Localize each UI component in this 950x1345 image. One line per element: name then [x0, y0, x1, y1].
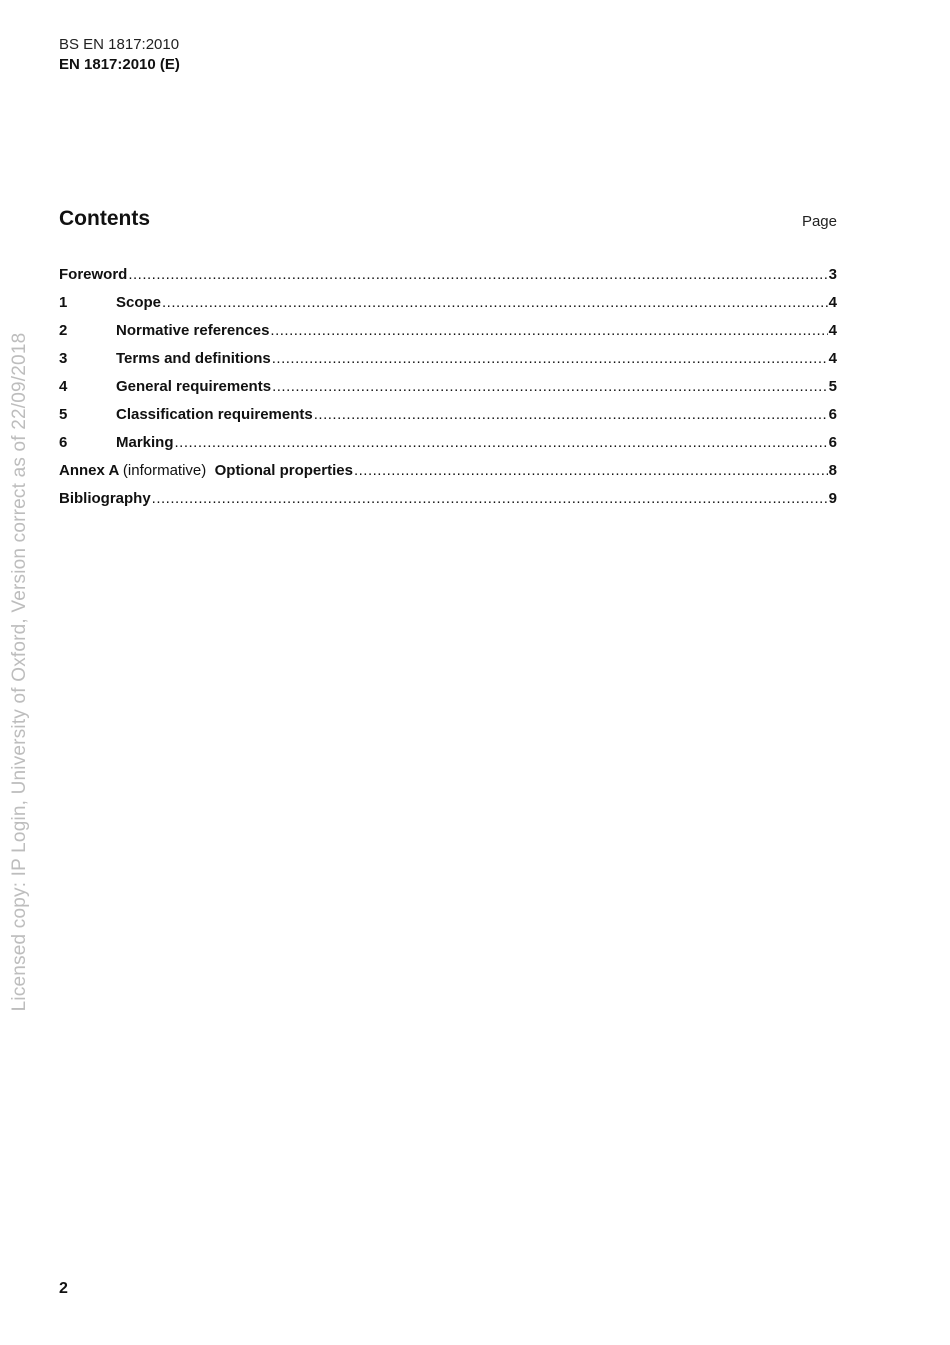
toc-entry-normative-references[interactable] — [59, 322, 837, 350]
toc-entry-title: Bibliography — [59, 490, 151, 507]
toc-entry-page: 6 — [828, 406, 837, 423]
toc-entry-number: 1 — [59, 294, 68, 311]
leader-dots — [272, 350, 828, 367]
annex-prefix: Annex A — [59, 462, 119, 479]
toc-entry-title: Marking — [116, 434, 174, 451]
contents-heading: Contents — [59, 207, 150, 230]
leader-dots — [152, 490, 828, 507]
toc-entry-page: 4 — [828, 322, 837, 339]
toc-entry-bibliography[interactable] — [59, 490, 837, 518]
toc-entry-general-requirements[interactable] — [59, 378, 837, 406]
toc-entry-title — [59, 462, 353, 479]
toc-entry-page: 8 — [828, 462, 837, 479]
toc-entry-page: 6 — [828, 434, 837, 451]
toc-entry-title: General requirements — [116, 378, 272, 395]
leader-dots — [272, 378, 828, 395]
toc-entry-title: Scope — [116, 294, 162, 311]
leader-dots — [270, 322, 827, 339]
toc-entry-number: 2 — [59, 322, 68, 339]
leader-dots — [175, 434, 828, 451]
toc-entry-foreword[interactable] — [59, 266, 837, 294]
toc-entry-page: 3 — [828, 266, 837, 283]
toc-entry-marking[interactable] — [59, 434, 837, 462]
toc-entry-number: 5 — [59, 406, 68, 423]
table-of-contents — [59, 266, 837, 518]
toc-entry-title: Foreword — [59, 266, 128, 283]
annex-title: Optional properties — [214, 462, 353, 479]
toc-entry-title: Terms and definitions — [116, 350, 271, 367]
leader-dots — [314, 406, 828, 423]
leader-dots — [162, 294, 828, 311]
toc-entry-scope[interactable] — [59, 294, 837, 322]
toc-entry-number: 6 — [59, 434, 68, 451]
page-number: 2 — [59, 1280, 68, 1297]
document-id: BS EN 1817:2010 — [59, 36, 180, 53]
toc-entry-title: Classification requirements — [116, 406, 313, 423]
leader-dots — [128, 266, 827, 283]
document-id-edition: EN 1817:2010 (E) — [59, 56, 180, 73]
toc-entry-page: 5 — [828, 378, 837, 395]
page-column-label: Page — [801, 213, 837, 230]
annex-qualifier: (informative) — [122, 462, 207, 479]
toc-entry-page: 9 — [828, 490, 837, 507]
toc-entry-terms-definitions[interactable] — [59, 350, 837, 378]
leader-dots — [354, 462, 828, 479]
toc-entry-page: 4 — [828, 294, 837, 311]
toc-entry-classification-requirements[interactable] — [59, 406, 837, 434]
toc-entry-number: 4 — [59, 378, 68, 395]
toc-entry-page: 4 — [828, 350, 837, 367]
toc-entry-annex-a[interactable] — [59, 462, 837, 490]
license-watermark: Licensed copy: IP Login, University of Oxford, Version correct as of 22/09/2018 — [9, 332, 30, 1012]
toc-entry-number: 3 — [59, 350, 68, 367]
toc-entry-title: Normative references — [116, 322, 270, 339]
